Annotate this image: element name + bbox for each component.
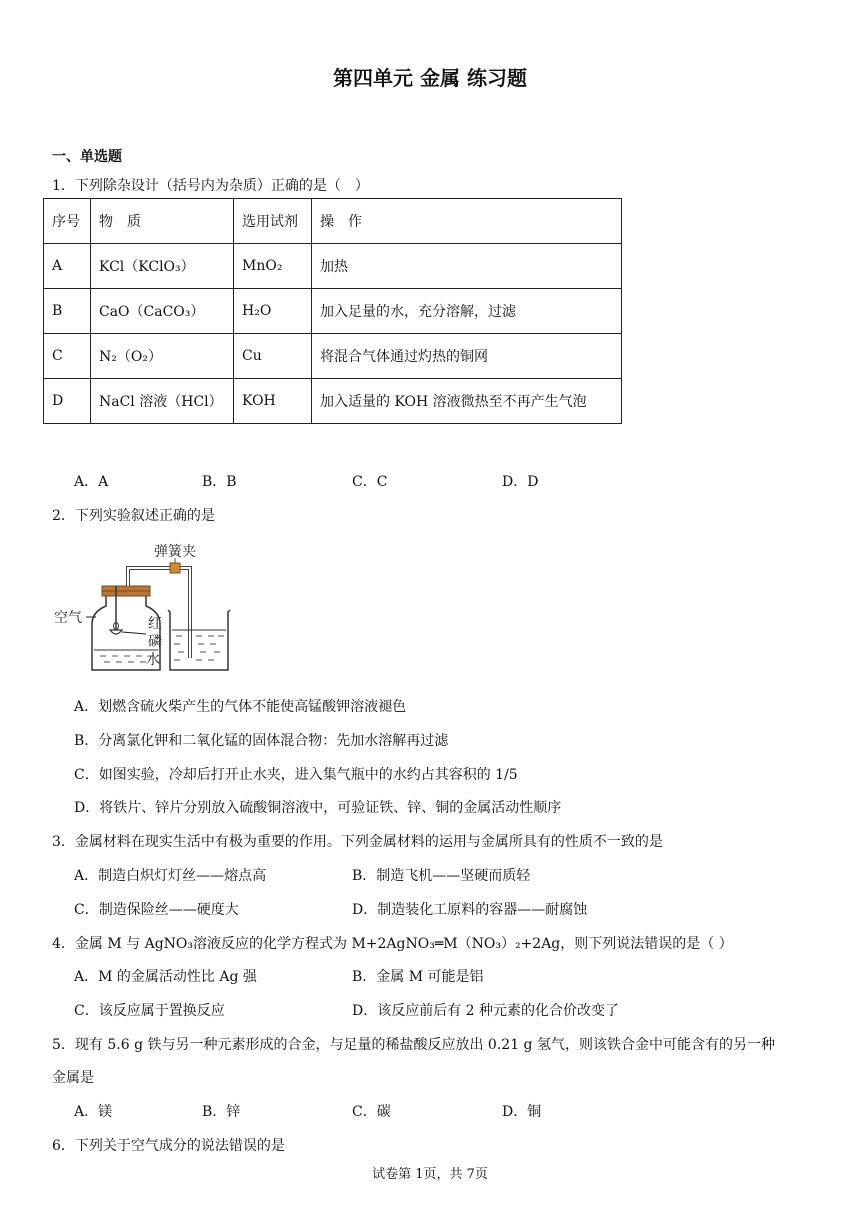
label-air: 空气 [54, 610, 82, 626]
option-a[interactable]: A．划燃含硫火柴产生的气体不能使高锰酸钾溶液褪色 [74, 699, 407, 715]
table-cell: MnO₂ [234, 244, 312, 289]
table-header-cell: 操 作 [312, 199, 622, 244]
label-phosphorus-2: 磷 [148, 634, 162, 650]
page-footer: 试卷第 1页，共 7页 [372, 1167, 488, 1182]
option-b[interactable]: B．金属 M 可能是铝 [352, 969, 484, 985]
label-water: 水 [146, 652, 160, 668]
option-b[interactable]: B．分离氯化钾和二氧化锰的固体混合物：先加水溶解再过滤 [74, 733, 449, 749]
option-a[interactable]: A．M 的金属活动性比 Ag 强 [74, 969, 257, 985]
table-cell: KCl（KClO₃） [91, 244, 234, 289]
table-cell: 加入足量的水，充分溶解，过滤 [312, 289, 622, 334]
option-b[interactable]: B．制造飞机——坚硬而质轻 [352, 868, 531, 884]
table-cell: Cu [234, 334, 312, 379]
question-5-stem-line-2: 金属是 [52, 1070, 94, 1086]
question-5-stem-line-1: 5．现有 5.6 g 铁与另一种元素形成的合金，与足量的稀盐酸反应放出 0.21 g 氢气，则该铁合金中可能含有的另一种 [52, 1037, 775, 1053]
table-cell: 将混合气体通过灼热的铜网 [312, 334, 622, 379]
section-heading: 一、单选题 [52, 149, 122, 165]
table-header-cell: 选用试剂 [234, 199, 312, 244]
option-c[interactable]: C．碳 [352, 1104, 391, 1120]
table-row [44, 289, 622, 334]
table-row [44, 244, 622, 289]
option-a[interactable]: A．A [74, 474, 109, 490]
question-4-stem: 4．金属 M 与 AgNO₃溶液反应的化学方程式为 M+2AgNO₃═M（NO₃）₂+2Ag，则下列说法错误的是（ ） [52, 936, 733, 952]
option-d[interactable]: D．D [502, 474, 539, 490]
option-c[interactable]: C．如图实验，冷却后打开止水夹，进入集气瓶中的水约占其容积的 1/5 [74, 767, 518, 783]
option-c[interactable]: C．C [352, 474, 388, 490]
table-cell: D [44, 379, 91, 424]
table-cell: CaO（CaCO₃） [91, 289, 234, 334]
table-header-cell: 物 质 [91, 199, 234, 244]
table-header-cell: 序号 [44, 199, 91, 244]
option-a[interactable]: A．镁 [74, 1104, 113, 1120]
table-cell: KOH [234, 379, 312, 424]
spoon-icon [110, 630, 122, 634]
option-b[interactable]: B．锌 [202, 1104, 241, 1120]
option-d[interactable]: D．铜 [502, 1104, 542, 1120]
option-c[interactable]: C．该反应属于置换反应 [74, 1003, 225, 1019]
option-a[interactable]: A．制造白炽灯灯丝——熔点高 [74, 868, 267, 884]
question-1-stem: 1．下列除杂设计（括号内为杂质）正确的是（ ） [52, 178, 369, 194]
table-cell: 加热 [312, 244, 622, 289]
table-row [44, 334, 622, 379]
table-cell: N₂（O₂） [91, 334, 234, 379]
table-cell: NaCl 溶液（HCl） [91, 379, 234, 424]
table-header-row [44, 199, 622, 244]
experiment-figure [50, 538, 250, 678]
page-title: 第四单元 金属 练习题 [333, 66, 527, 90]
table-cell: H₂O [234, 289, 312, 334]
table-cell: A [44, 244, 91, 289]
table-cell: 加入适量的 KOH 溶液微热至不再产生气泡 [312, 379, 622, 424]
question-2-stem: 2．下列实验叙述正确的是 [52, 508, 215, 524]
question-3-stem: 3．金属材料在现实生活中有极为重要的作用。下列金属材料的运用与金属所具有的性质不一致的是 [52, 834, 663, 850]
question-6-stem: 6．下列关于空气成分的说法错误的是 [52, 1138, 285, 1154]
label-clip: 弹簧夹 [154, 544, 196, 560]
spring-clip-icon [170, 563, 180, 573]
label-phosphorus-1: 红 [148, 616, 162, 632]
option-d[interactable]: D．将铁片、锌片分别放入硫酸铜溶液中，可验证铁、锌、铜的金属活动性顺序 [74, 800, 562, 816]
question-1-table [43, 198, 622, 424]
option-b[interactable]: B．B [202, 474, 237, 490]
option-d[interactable]: D．该反应前后有 2 种元素的化合价改变了 [352, 1003, 620, 1019]
table-cell: C [44, 334, 91, 379]
table-cell: B [44, 289, 91, 334]
beaker-icon [168, 610, 230, 670]
option-d[interactable]: D．制造装化工原料的容器——耐腐蚀 [352, 902, 588, 918]
table-row [44, 379, 622, 424]
option-c[interactable]: C．制造保险丝——硬度大 [74, 902, 239, 918]
